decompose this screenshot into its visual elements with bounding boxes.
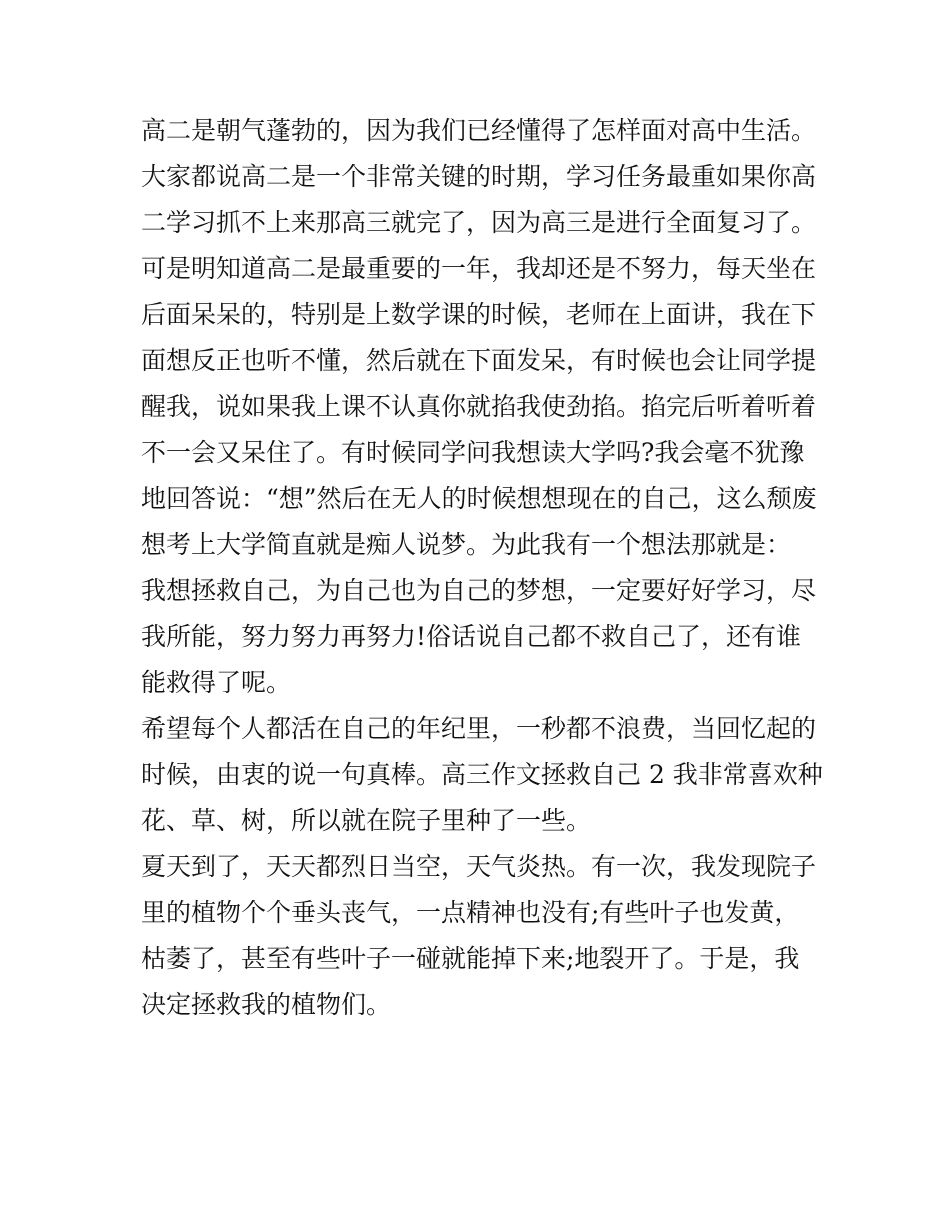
text-line-12: 我所能，努力努力再努力!俗话说自己都不救自己了，还有谁	[141, 622, 802, 651]
text-line-3: 二学习抓不上来那高三就完了，因为高三是进行全面复习了。	[141, 208, 817, 237]
text-line-17: 夏天到了，天天都烈日当空，天气炎热。有一次，我发现院子	[141, 852, 817, 881]
text-line-10: 想考上大学简直就是痴人说梦。为此我有一个想法那就是：	[141, 530, 792, 559]
text-line-11: 我想拯救自己，为自己也为自己的梦想，一定要好好学习，尽	[141, 576, 817, 605]
text-line-4: 可是明知道高二是最重要的一年，我却还是不努力，每天坐在	[141, 254, 817, 283]
text-line-8: 不一会又呆住了。有时候同学问我想读大学吗?我会毫不犹豫	[141, 438, 805, 467]
text-line-1: 高二是朝气蓬勃的，因为我们已经懂得了怎样面对高中生活。	[141, 116, 817, 145]
text-line-9: 地回答说：“想”然后在无人的时候想想现在的自己，这么颓废	[141, 484, 817, 513]
text-line-20: 决定拯救我的植物们。	[141, 990, 392, 1019]
text-line-2: 大家都说高二是一个非常关键的时期，学习任务最重如果你高	[141, 162, 817, 191]
body-text	[141, 108, 821, 1028]
text-line-14: 希望每个人都活在自己的年纪里，一秒都不浪费，当回忆起的	[141, 714, 817, 743]
text-line-18: 里的植物个个垂头丧气，一点精神也没有;有些叶子也发黄，	[141, 898, 800, 927]
text-line-19: 枯萎了，甚至有些叶子一碰就能掉下来;地裂开了。于是，我	[141, 944, 800, 973]
text-line-16: 花、草、树，所以就在院子里种了一些。	[141, 806, 592, 835]
text-line-13: 能救得了呢。	[141, 668, 292, 697]
text-line-7: 醒我，说如果我上课不认真你就掐我使劲掐。掐完后听着听着	[141, 392, 817, 421]
text-line-6: 面想反正也听不懂，然后就在下面发呆，有时候也会让同学提	[141, 346, 817, 375]
text-line-5: 后面呆呆的，特别是上数学课的时候，老师在上面讲，我在下	[141, 300, 817, 329]
text-line-15: 时候，由衷的说一句真棒。高三作文拯救自己 2 我非常喜欢种	[141, 760, 823, 789]
